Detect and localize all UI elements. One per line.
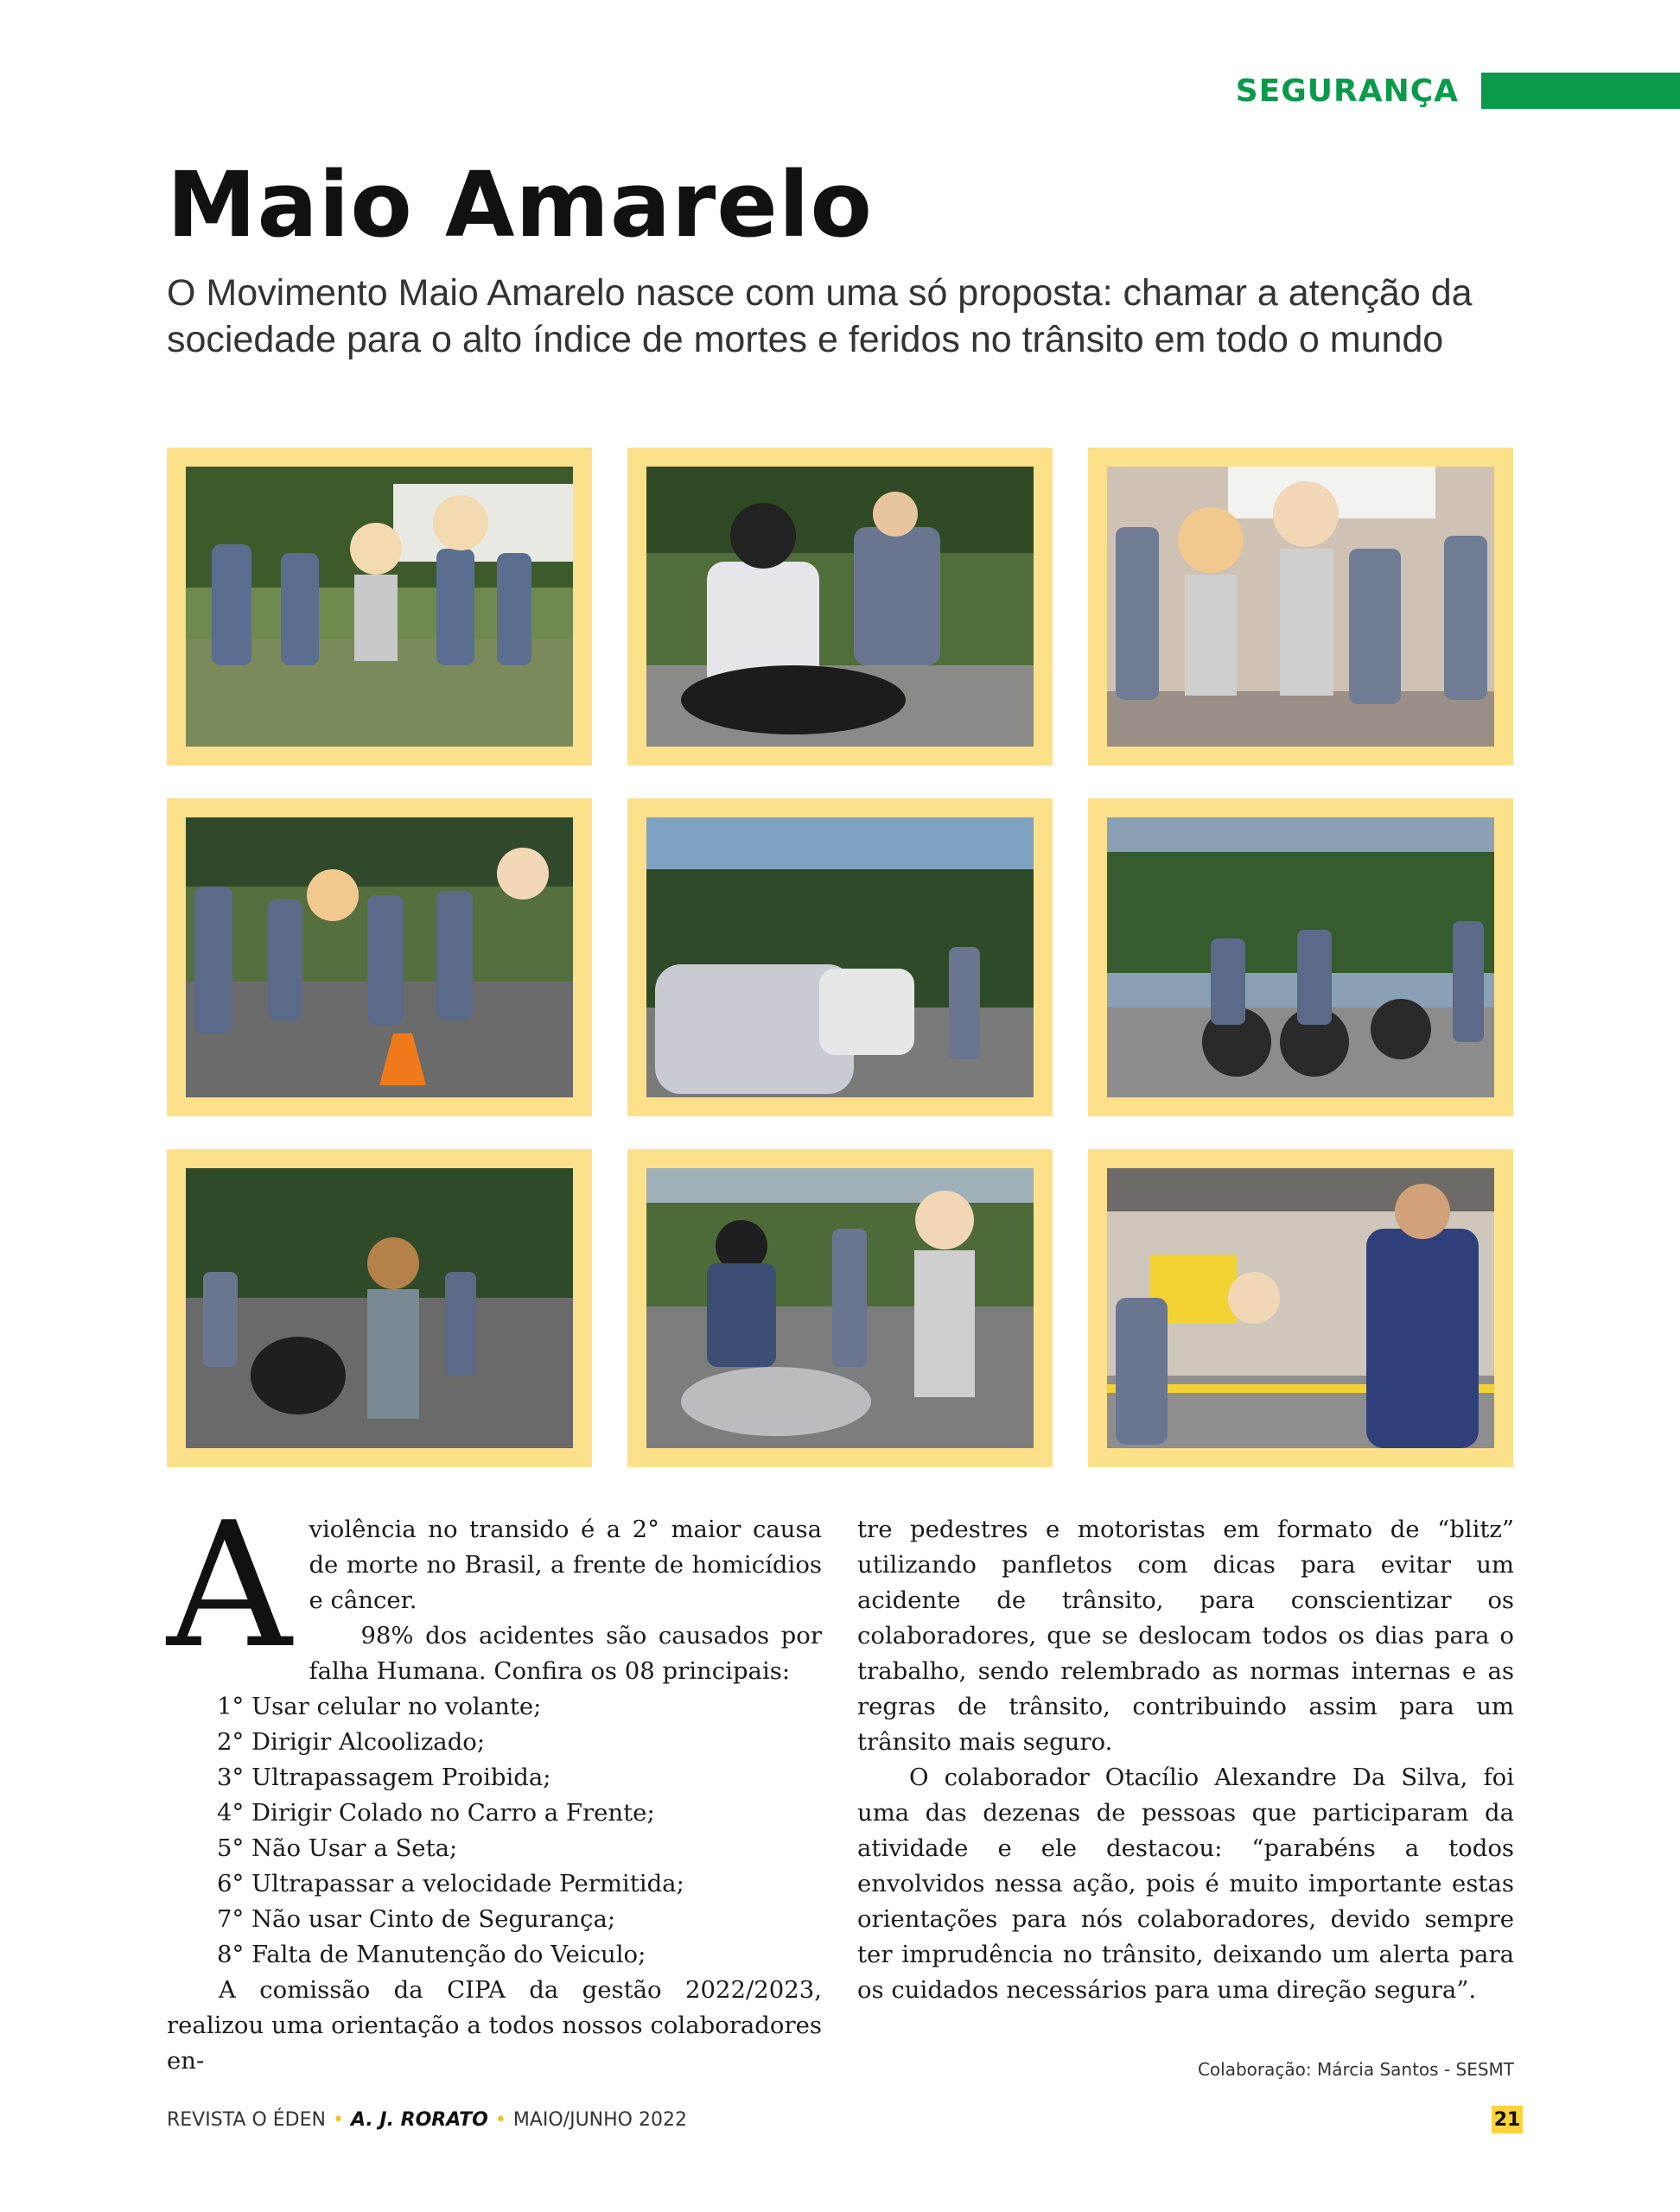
list-item: 6° Ultrapassar a velocidade Permitida; xyxy=(217,1870,684,1897)
cipa-paragraph-start: A comissão da CIPA da gestão 2022/2023, realizou uma orientação a todos nossos colaboradores en- xyxy=(167,1976,822,2075)
separator-dot-icon: • xyxy=(332,2109,344,2131)
photo-3 xyxy=(1088,448,1513,766)
photo-9 xyxy=(1088,1149,1513,1467)
text-column-left xyxy=(167,1485,822,2079)
section-bar xyxy=(1481,73,1680,109)
separator-dot-icon: • xyxy=(494,2109,506,2131)
photo-4 xyxy=(167,798,592,1116)
drop-cap: A xyxy=(167,1485,292,1687)
cipa-paragraph-end: tre pedestres e motoristas em formato de “blitz” utilizando panfletos com dicas para evitar um acidente de trânsito, para conscientizar os colaboradores, que se deslocam todos os dias para o trabalho, sendo relembrado as normas internas e as regras de trânsito, contribuindo assim para um trânsito mais seguro. xyxy=(857,1516,1514,1756)
list-item: 3° Ultrapassagem Proibida; xyxy=(217,1764,551,1791)
list-item: 5° Não Usar a Seta; xyxy=(217,1834,458,1862)
photo-credit: Colaboração: Márcia Santos - SESMT xyxy=(1197,2059,1514,2080)
footer xyxy=(167,2109,687,2131)
photo-2 xyxy=(627,448,1053,766)
section-label: SEGURANÇA xyxy=(1235,73,1459,109)
photo-1 xyxy=(167,448,592,766)
photo-7 xyxy=(167,1149,592,1467)
text-column-right xyxy=(857,1512,1514,2008)
photo-6 xyxy=(1088,798,1513,1116)
page-number: 21 xyxy=(1492,2106,1523,2133)
stat-paragraph: 98% dos acidentes são causados por falha Humana. Confira os 08 principais: xyxy=(309,1622,822,1685)
list-item: 8° Falta de Manutenção do Veiculo; xyxy=(217,1941,646,1968)
article-title: Maio Amarelo xyxy=(167,152,873,257)
brand-name: A. J. RORATO xyxy=(350,2109,488,2131)
list-item: 1° Usar celular no volante; xyxy=(217,1693,542,1720)
magazine-name: REVISTA O ÉDEN xyxy=(167,2109,326,2131)
section-tag xyxy=(1236,73,1680,109)
list-item: 7° Não usar Cinto de Segurança; xyxy=(217,1905,616,1933)
list-item: 4° Dirigir Colado no Carro a Frente; xyxy=(217,1799,655,1827)
list-item: 2° Dirigir Alcoolizado; xyxy=(217,1728,486,1756)
photo-5 xyxy=(627,798,1053,1116)
quote-paragraph: O colaborador Otacílio Alexandre Da Silva, foi uma das dezenas de pessoas que participaram da atividade e ele destacou: “parabéns a todos envolvidos nessa ação, pois é muito importante estas orientações para nós colaboradores, devido sempre ter imprudência no trânsito, deixando um alerta para os cuidados necessários para uma direção segura”. xyxy=(857,1764,1514,2004)
photo-8 xyxy=(627,1149,1053,1467)
intro-paragraph: violência no transido é a 2° maior causa de morte no Brasil, a frente de homicídios e câncer. xyxy=(309,1516,822,1614)
issue-date: MAIO/JUNHO 2022 xyxy=(512,2109,687,2131)
article-subtitle: O Movimento Maio Amarelo nasce com uma só proposta: chamar a atenção da sociedade para o alto índice de mortes e feridos no trânsito em todo o mundo xyxy=(167,272,1473,360)
